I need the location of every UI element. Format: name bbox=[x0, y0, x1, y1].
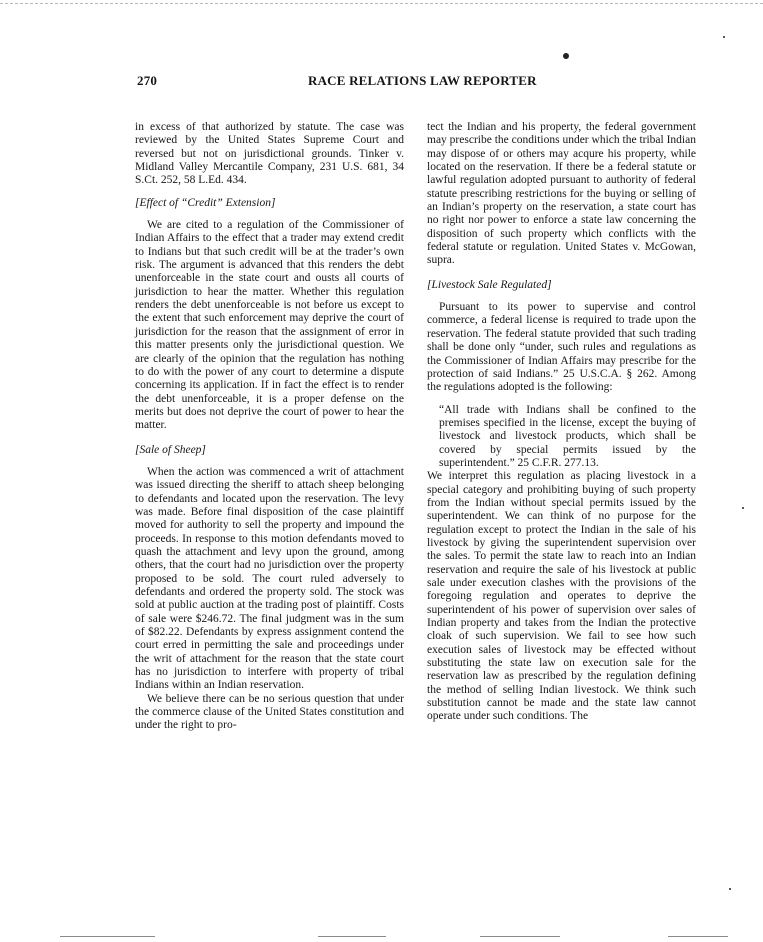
section-heading: [Sale of Sheep] bbox=[135, 443, 206, 456]
bottom-scan-border bbox=[318, 936, 386, 937]
top-scan-border bbox=[0, 3, 763, 4]
running-title: RACE RELATIONS LAW REPORTER bbox=[308, 73, 537, 88]
section-heading: [Effect of “Credit” Extension] bbox=[135, 196, 276, 209]
paragraph: Pursuant to its power to supervise and control commerce, a federal license is required to trade upon the reservation. The federal statute provided that such trading shall be done only “under, such rules and regulations as the Commissioner of Indian Affairs may prescribe for the protection of said Indians.” 25 U.S.C.A. § 262. Among the regulations adopted is the following: bbox=[427, 301, 696, 394]
paragraph: We are cited to a regulation of the Commissioner of Indian Affairs to the effect that a trader may extend credit to Indians but that such credit will be at the trader’s own risk. The argument is advanced that this renders the debt unenforceable in the state court and ousts all courts of jurisdiction to hear the matter. Whether this regulation renders the debt unenforceable is not before us except to the extent that such enforcement may deprive the court of jurisdiction for the reason that the assignment of error in this matter presents only the jurisdictional question. We are clearly of the opinion that the regulation has nothing to do with the power of any court to determine a dispute concerning its application. If in fact the effect is to render the debt unenforceable, it is a proper defense on the merits but does not deprive the court of power to hear the matter. bbox=[135, 219, 404, 432]
right-column bbox=[427, 121, 696, 724]
block-quote: “All trade with Indians shall be confined to the premises specified in the license, except the buying of livestock and livestock products, which shall be covered by special permits issued by the superintendent.” 25 C.F.R. 277.13. bbox=[439, 403, 696, 469]
left-column bbox=[135, 121, 404, 733]
bottom-scan-border bbox=[480, 936, 560, 937]
paragraph: We believe there can be no serious question that under the commerce clause of the United States constitution and under the right to pro- bbox=[135, 692, 404, 732]
scan-speck bbox=[729, 888, 731, 890]
page-header bbox=[137, 73, 697, 93]
scan-speck bbox=[723, 36, 725, 38]
section-heading: [Livestock Sale Regulated] bbox=[427, 278, 552, 291]
paragraph: When the action was commenced a writ of attachment was issued directing the sheriff to attach sheep belonging to defendants and located upon the reservation. The levy was made. Before final disposition of the case plaintiff moved for authority to sell the property and impound the proceeds. In response to this motion defendants moved to quash the attachment and levy upon the ground, among others, that the court had no jurisdiction over the property proposed to be sold. The court ruled adversely to defendants and ordered the property sold. The stock was sold at public auction at the trading post of plaintiff. Costs of sale were $246.72. The final judgment was in the sum of $82.22. Defendants by express assignment contend the court erred in permitting the sale and proceedings under the writ of attachment for the reason that the state court has no jurisdiction to interfere with property of tribal Indians within an Indian reservation. bbox=[135, 465, 404, 692]
paragraph: tect the Indian and his property, the federal government may prescribe the conditions under which the tribal Indian may dispose of or others may acqure his property, while located on the reservation. If there be a federal statute or lawful regulation adopted pursuant to authority of federal statute prescribing restrictions for the buying or selling of an Indian’s property on the reservation, a state court has no right nor power to enforce a state law concerning the disposition of such property which conflicts with the federal statute or regulation. United States v. McGowan, supra. bbox=[427, 121, 696, 267]
page-number: 270 bbox=[137, 73, 158, 88]
bottom-scan-border bbox=[668, 936, 728, 937]
paragraph: in excess of that authorized by statute. The case was reviewed by the United States Supreme Court and reversed but not on jurisdictional grounds. Tinker v. Midland Valley Mercantile Company, 231 U.S. 681, 34 S.Ct. 252, 58 L.Ed. 434. bbox=[135, 121, 404, 187]
bottom-scan-border bbox=[60, 936, 155, 937]
scan-speck bbox=[563, 53, 569, 59]
scan-speck bbox=[742, 507, 744, 509]
paragraph: We interpret this regulation as placing livestock in a special category and prohibiting buying of such property from the Indian without special permits issued by the superintendent. We can think of no purpose for the regulation except to protect the Indian in the sale of his livestock by giving the superintendent supervision over the sales. To permit the state law to reach into an Indian reservation and require the sale of his livestock at public sale under execution clashes with the provisions of the foregoing regulation and operates to deprive the superintendent of his power of supervision over sales of Indian property and takes from the Indian the protective cloak of such supervision. We fail to see how such execution sales of livestock may be effected without substituting the state law on execution sale for the reservation law as prescribed by the regulation defining the method of selling Indian livestock. We think such substitution cannot be made and the state law cannot operate under such conditions. The bbox=[427, 470, 696, 723]
